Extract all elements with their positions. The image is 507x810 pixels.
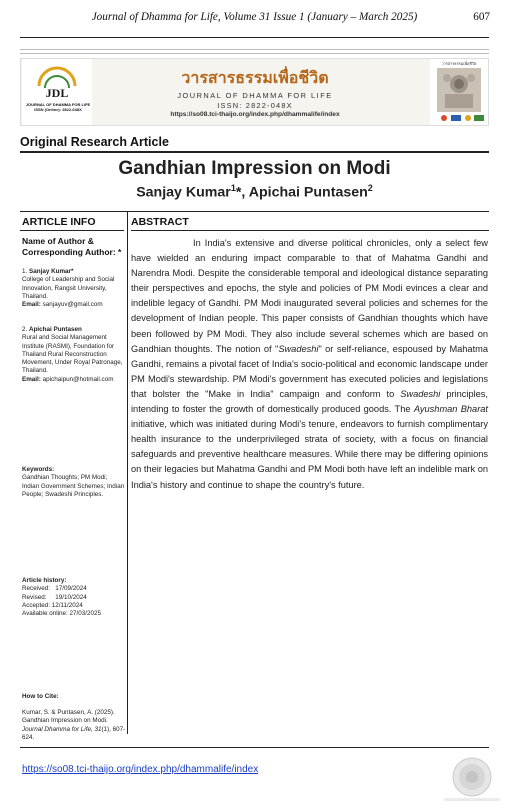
- author-1-affiliation: College of Leadership and Social Innovation, Rangsit University, Thailand.: [22, 276, 115, 300]
- journal-issn: ISSN: 2822-048X: [217, 101, 293, 110]
- right-logo-caption: วารสารธรรมเพื่อชีวิต: [441, 62, 477, 66]
- footer-url-link[interactable]: https://so08.tci-thaijo.org/index.php/dhammalife/index: [22, 764, 259, 775]
- author-1-affil-mark: 1: [230, 183, 236, 193]
- revised-date: Revised: 19/10/2024: [22, 593, 87, 601]
- journal-name: JOURNAL OF DHAMMA FOR LIFE: [177, 91, 333, 100]
- history-label: Article history:: [22, 577, 67, 584]
- jdl-logo-icon: [31, 64, 83, 102]
- journal-url[interactable]: https://so08.tci-thaijo.org/index.php/dhammalife/index: [170, 111, 340, 118]
- author-2-affiliation: Rural and Social Management Institute (RASMI), Foundation for Thailand Rural Reconstruction Movement, Under Royal Patronage, Thailand.: [22, 334, 123, 375]
- abstract-heading-rule: [131, 230, 489, 231]
- article-type-rule: [20, 151, 489, 153]
- author-line: [20, 183, 489, 201]
- article-info-heading: ARTICLE INFO: [22, 216, 96, 228]
- online-date: Available online: 27/03/2025: [22, 610, 102, 618]
- index-badges-icon: [434, 114, 486, 122]
- seal-caption-bar: [444, 798, 500, 801]
- info-bottom-rule: [20, 747, 489, 748]
- author-1-email[interactable]: sanjayuv@gmail.com: [42, 301, 103, 309]
- article-title: Gandhian Impression on Modi: [118, 158, 391, 179]
- author-1-info: 1. Sanjay Kumar* College of Leadership and Social Innovation, Rangsit University, Thailand. Email: sanjayuv@gmail.com: [22, 268, 115, 309]
- keywords-list: Gandhian Thoughts; PM Modi; Indian Government Schemes; Indian People; Swadeshi Principles.: [22, 474, 125, 498]
- column-divider: [127, 212, 128, 734]
- author-2-affil-mark: 2: [367, 183, 373, 193]
- cite-label: How to Cite:: [22, 693, 59, 700]
- left-logo-caption: JOURNAL OF DHAMMA FOR LIFE ISSN (Online): 2822-048X: [25, 102, 91, 112]
- corresponding-heading: Name of Author & Corresponding Author: *: [22, 236, 122, 257]
- article-type: Original Research Article: [20, 135, 169, 149]
- author-1-info-name: Sanjay Kumar*: [29, 268, 74, 275]
- author-2-info-name: Apichai Puntasen: [29, 326, 82, 333]
- info-top-rule: [20, 211, 489, 212]
- thai-journal-title: วารสารธรรมเพื่อชีวิต: [181, 68, 329, 87]
- author-1-name: Sanjay Kumar: [136, 184, 231, 201]
- received-date: Received: 17/09/2024: [22, 585, 87, 593]
- abstract-body: In India's extensive and diverse political chronicles, only a select few have wielded an enduring impact comparable to that of Mahatma Gandhi and Narendra Modi. Despite the considerable temporal and ideological distance separating their perspectives and epochs, the style and policies of PM Modi evinces a clear and indelible legacy of Gandhi. PM Modi inaugurated several policies and schemes for the development of Indian people. This paper consists of Gandhian thoughts which have been followed by PM Modi. They also include several schemes which are based on Gandhian thoughts. The notion of "Swadeshi" or self-reliance, espoused by Mahatma Gandhi, remains a pivotal facet of India's socio-political and economic landscape under PM Modi's stewardship. PM Modi's government has executed policies and legislations that bolster the "Make in India" campaign and conform to Swadeshi principles, intending to foster the growth of domestically produced goods. The Ayushman Bharat initiative, which was initiated during Modi's tenure, endeavors to furnish complimentary health insurance to the underprivileged strata of society, with a focus on financial safeguards and preventive healthcare measures. While there may be differing opinions on their legacies but Mahatma Gandhi and PM Modi both have left an indelible mark on India's history and continue to shape the country's future.: [131, 238, 488, 490]
- author-2-name: Apichai Puntasen: [248, 184, 368, 201]
- citation-text: Kumar, S. & Puntasen, A. (2025). Gandhian Impression on Modi. Journal Dhamma for Life, 31(1), 607-624.: [22, 709, 126, 741]
- stone-relief-icon: [437, 68, 481, 112]
- keywords-label: Keywords:: [22, 466, 55, 473]
- how-to-cite: [22, 693, 126, 701]
- accepted-date: Accepted: 12/11/2024: [22, 601, 83, 609]
- seal-watermark-icon: [452, 757, 492, 797]
- header-rule: [20, 37, 489, 38]
- keywords-block: [22, 466, 126, 499]
- author-2-email[interactable]: apichaipun@hotmail.com: [42, 375, 114, 383]
- author-2-info: 2. Apichai Puntasen Rural and Social Management Institute (RASMI), Foundation for Thailand Rural Reconstruction Movement, Under Royal Patronage, Thailand. Email: apichaipun@hotmail.com: [22, 326, 123, 383]
- jdl-logo-text: JDL: [45, 86, 69, 100]
- banner-top-rule: [20, 49, 489, 54]
- info-heading-rule: [20, 230, 124, 231]
- page-number: 607: [473, 11, 490, 23]
- abstract-heading: ABSTRACT: [131, 216, 189, 228]
- article-history: [22, 577, 126, 618]
- corresponding-mark: *,: [235, 184, 249, 201]
- running-header: Journal of Dhamma for Life, Volume 31 Issue 1 (January – March 2025): [91, 11, 418, 23]
